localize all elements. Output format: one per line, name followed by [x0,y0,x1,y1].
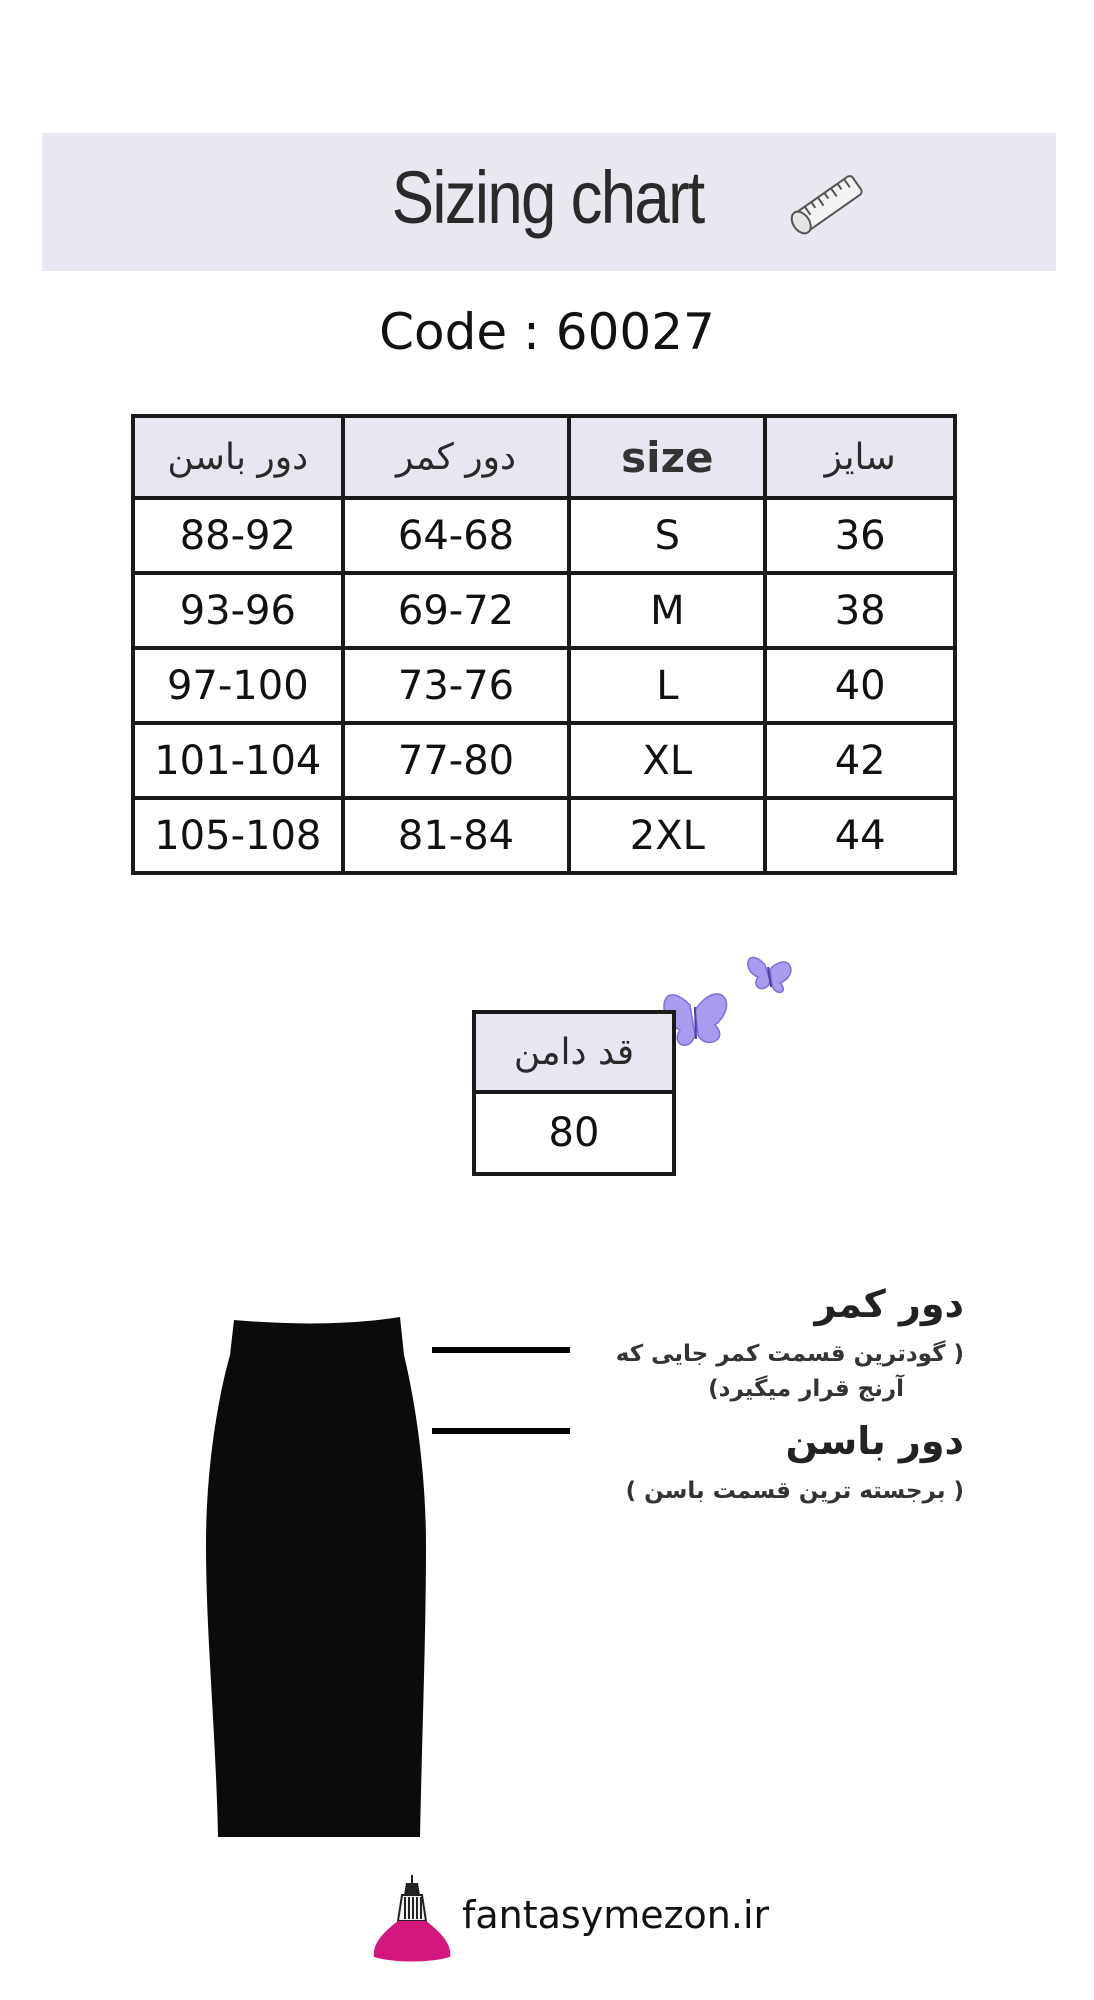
table-header-row [133,416,955,498]
waist-cell: 81-84 [343,798,570,873]
waist-cell: 64-68 [343,498,570,573]
hip-measure-line [432,1428,570,1434]
size-number-cell: 40 [765,648,955,723]
header-size: size [569,416,765,498]
skirt-length-header: قد دامن [474,1012,674,1092]
size-cell: 2XL [569,798,765,873]
dress-logo-icon [370,1873,454,1963]
hip-cell: 105-108 [133,798,343,873]
table-row [133,648,955,723]
waist-note-line-2: آرنج قرار میگیرد) [708,1376,904,1402]
hip-cell: 101-104 [133,723,343,798]
size-number-cell: 42 [765,723,955,798]
size-chart-table [131,414,957,875]
waist-cell: 77-80 [343,723,570,798]
waist-cell: 73-76 [343,648,570,723]
header-hip: دور باسن [133,416,343,498]
hip-title: دور باسن [785,1419,964,1463]
size-cell: XL [569,723,765,798]
header-band [42,133,1056,271]
hip-cell: 88-92 [133,498,343,573]
hip-cell: 93-96 [133,573,343,648]
header-waist: دور کمر [343,416,570,498]
website-link[interactable]: fantasymezon.ir [462,1893,770,1937]
size-number-cell: 38 [765,573,955,648]
waist-title: دور کمر [814,1282,964,1326]
hip-note: ( برجسته ترین قسمت باسن ) [625,1478,964,1504]
size-number-cell: 36 [765,498,955,573]
table-row [133,798,955,873]
waist-measure-line [432,1347,570,1353]
product-code: Code : 60027 [379,303,715,361]
size-cell: L [569,648,765,723]
skirt-illustration [200,1315,440,1840]
size-cell: M [569,573,765,648]
table-row [133,498,955,573]
size-cell: S [569,498,765,573]
table-row [133,573,955,648]
skirt-length-value: 80 [474,1092,674,1174]
skirt-length-table [472,1010,676,1176]
size-number-cell: 44 [765,798,955,873]
page-title: Sizing chart [391,156,704,239]
waist-cell: 69-72 [343,573,570,648]
header-size-number: سایز [765,416,955,498]
hip-cell: 97-100 [133,648,343,723]
measuring-tape-icon [786,163,870,247]
table-row [133,723,955,798]
waist-note-line-1: ( گودترین قسمت کمر جایی که [615,1341,964,1367]
